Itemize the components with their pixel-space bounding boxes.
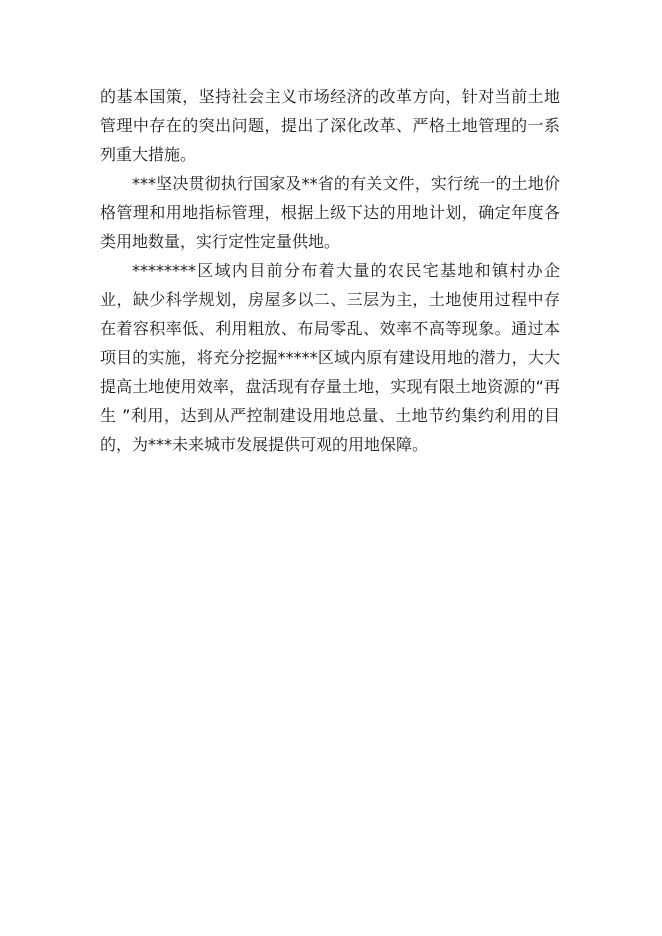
paragraph-2: ***坚决贯彻执行国家及**省的有关文件，实行统一的土地价格管理和用地指标管理，根据上级下达的用地计划，确定年度各类用地数量，实行定性定量供地。	[100, 174, 560, 251]
paragraph-1: 的基本国策，坚持社会主义市场经济的改革方向，针对当前土地管理中存在的突出问题，提出了深化改革、严格土地管理的一系列重大措施。	[100, 87, 560, 164]
paragraph-3: ********区域内目前分布着大量的农民宅基地和镇村办企业，缺少科学规划，房屋多以二、三层为主，土地使用过程中存在着容积率低、利用粗放、布局零乱、效率不高等现象。通过本项目的实施，将充分挖掘*****区域内原有建设用地的潜力，大大提高土地使用效率，盘活现有存量土地，实现有限土地资源的“再生 ”利用，达到从严控制建设用地总量、土地节约集约利用的目的，为***未来城市发展提供可观的用地保障。	[100, 261, 560, 454]
document-body	[100, 82, 560, 459]
